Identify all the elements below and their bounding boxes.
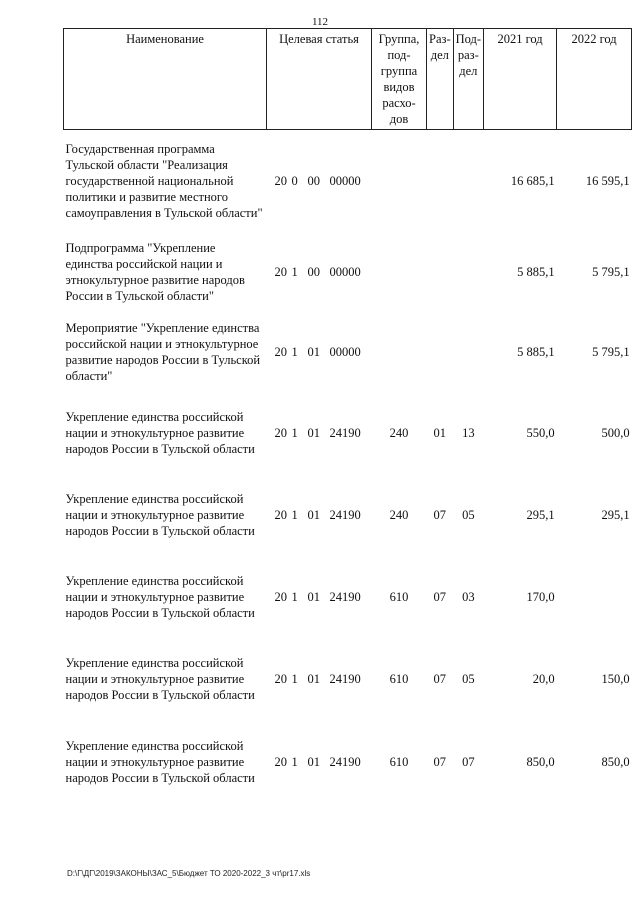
row-target-code xyxy=(267,392,372,474)
row-2022: 5 795,1 xyxy=(592,344,630,359)
row-2022: 150,0 xyxy=(601,671,630,686)
row-2022: 295,1 xyxy=(601,507,630,522)
row-group xyxy=(372,232,427,312)
code-program: 20 xyxy=(274,671,287,686)
row-target-code xyxy=(267,638,372,720)
row-section xyxy=(427,232,454,312)
code-subprogram: 0 xyxy=(291,173,298,188)
row-2022 xyxy=(557,556,632,638)
table-row xyxy=(64,638,632,720)
row-section: 01 xyxy=(433,425,447,440)
row-subsection: 03 xyxy=(462,589,475,604)
row-2021: 170,0 xyxy=(526,589,555,604)
code-program: 20 xyxy=(274,344,287,359)
code-program: 20 xyxy=(274,754,287,769)
code-subprogram: 1 xyxy=(291,425,298,440)
row-subsection xyxy=(453,232,483,312)
table-row xyxy=(64,720,632,804)
code-program: 20 xyxy=(274,589,287,604)
row-subsection: 05 xyxy=(462,507,475,522)
header-section: Раз-дел xyxy=(427,29,454,130)
row-target-code xyxy=(267,556,372,638)
code-direction: 24190 xyxy=(329,754,361,769)
row-2021: 295,1 xyxy=(526,507,555,522)
code-direction: 24190 xyxy=(329,671,361,686)
code-program: 20 xyxy=(274,264,287,279)
header-2021: 2021 год xyxy=(484,29,557,130)
code-event: 01 xyxy=(307,425,320,440)
code-event: 01 xyxy=(307,344,320,359)
table-row xyxy=(64,130,632,232)
row-subsection: 07 xyxy=(462,754,475,769)
row-group: 240 xyxy=(389,507,409,522)
row-subsection: 05 xyxy=(462,671,475,686)
row-section: 07 xyxy=(433,589,447,604)
row-2021: 850,0 xyxy=(526,754,555,769)
row-target-code xyxy=(267,130,372,232)
code-subprogram: 1 xyxy=(291,344,298,359)
row-group xyxy=(372,312,427,392)
code-subprogram: 1 xyxy=(291,754,298,769)
row-2021: 5 885,1 xyxy=(517,344,555,359)
row-section xyxy=(427,312,454,392)
code-subprogram: 1 xyxy=(291,507,298,522)
row-group: 240 xyxy=(389,425,409,440)
row-name: Подпрограмма "Укрепление единства российской нации и этнокультурное развитие народов России в Тульской области" xyxy=(65,240,245,303)
code-direction: 24190 xyxy=(329,589,361,604)
row-2022: 5 795,1 xyxy=(592,264,630,279)
row-subsection: 13 xyxy=(462,425,475,440)
row-2021: 20,0 xyxy=(532,671,555,686)
row-name: Государственная программа Тульской области "Реализация государственной национальной политики и развитие местного самоуправления в Тульской области" xyxy=(65,141,263,220)
code-direction: 00000 xyxy=(329,344,361,359)
header-group: Группа, под-группа видов расхо-дов xyxy=(372,29,427,130)
code-subprogram: 1 xyxy=(291,589,298,604)
row-subsection xyxy=(453,130,483,232)
row-section xyxy=(427,130,454,232)
table-row xyxy=(64,232,632,312)
budget-table xyxy=(63,28,632,804)
file-path-footer: D:\Г\ДГ\2019\ЗАКОНЫ\ЗАС_5\Бюджет ТО 2020-2022_3 чт\pr17.xls xyxy=(67,869,311,878)
code-subprogram: 1 xyxy=(291,264,298,279)
code-event: 01 xyxy=(307,507,320,522)
row-2021: 5 885,1 xyxy=(517,264,555,279)
code-event: 01 xyxy=(307,589,320,604)
row-section: 07 xyxy=(433,507,447,522)
row-target-code xyxy=(267,474,372,556)
row-name: Укрепление единства российской нации и этнокультурное развитие народов России в Тульской области xyxy=(65,573,255,620)
table-row xyxy=(64,474,632,556)
row-target-code xyxy=(267,720,372,804)
code-event: 00 xyxy=(307,264,320,279)
row-subsection xyxy=(453,312,483,392)
header-target: Целевая статья xyxy=(267,29,372,130)
code-subprogram: 1 xyxy=(291,671,298,686)
row-section: 07 xyxy=(433,754,447,769)
row-2021: 550,0 xyxy=(526,425,555,440)
table-row xyxy=(64,392,632,474)
row-name: Мероприятие "Укрепление единства российской нации и этнокультурное развитие народов России в Тульской области" xyxy=(65,320,261,383)
code-event: 01 xyxy=(307,754,320,769)
row-2022: 850,0 xyxy=(601,754,630,769)
row-name: Укрепление единства российской нации и этнокультурное развитие народов России в Тульской области xyxy=(65,738,255,785)
row-target-code xyxy=(267,312,372,392)
code-program: 20 xyxy=(274,507,287,522)
code-event: 00 xyxy=(307,173,320,188)
row-name: Укрепление единства российской нации и этнокультурное развитие народов России в Тульской области xyxy=(65,655,255,702)
row-2022: 16 595,1 xyxy=(585,173,630,188)
page-number: 112 xyxy=(311,16,329,28)
row-name: Укрепление единства российской нации и этнокультурное развитие народов России в Тульской области xyxy=(65,409,255,456)
row-group: 610 xyxy=(389,671,409,686)
code-direction: 24190 xyxy=(329,507,361,522)
row-target-code xyxy=(267,232,372,312)
code-direction: 00000 xyxy=(329,173,361,188)
code-direction: 24190 xyxy=(329,425,361,440)
row-2022: 500,0 xyxy=(601,425,630,440)
row-group: 610 xyxy=(389,754,409,769)
code-program: 20 xyxy=(274,173,287,188)
header-2022: 2022 год xyxy=(557,29,632,130)
code-direction: 00000 xyxy=(329,264,361,279)
row-name: Укрепление единства российской нации и этнокультурное развитие народов России в Тульской области xyxy=(65,491,255,538)
row-section: 07 xyxy=(433,671,447,686)
row-group xyxy=(372,130,427,232)
table-row xyxy=(64,556,632,638)
header-subsection: Под-раз-дел xyxy=(453,29,483,130)
row-2021: 16 685,1 xyxy=(510,173,555,188)
code-event: 01 xyxy=(307,671,320,686)
table-row xyxy=(64,312,632,392)
table-header-row xyxy=(64,29,632,130)
header-name: Наименование xyxy=(64,29,267,130)
row-group: 610 xyxy=(389,589,409,604)
code-program: 20 xyxy=(274,425,287,440)
